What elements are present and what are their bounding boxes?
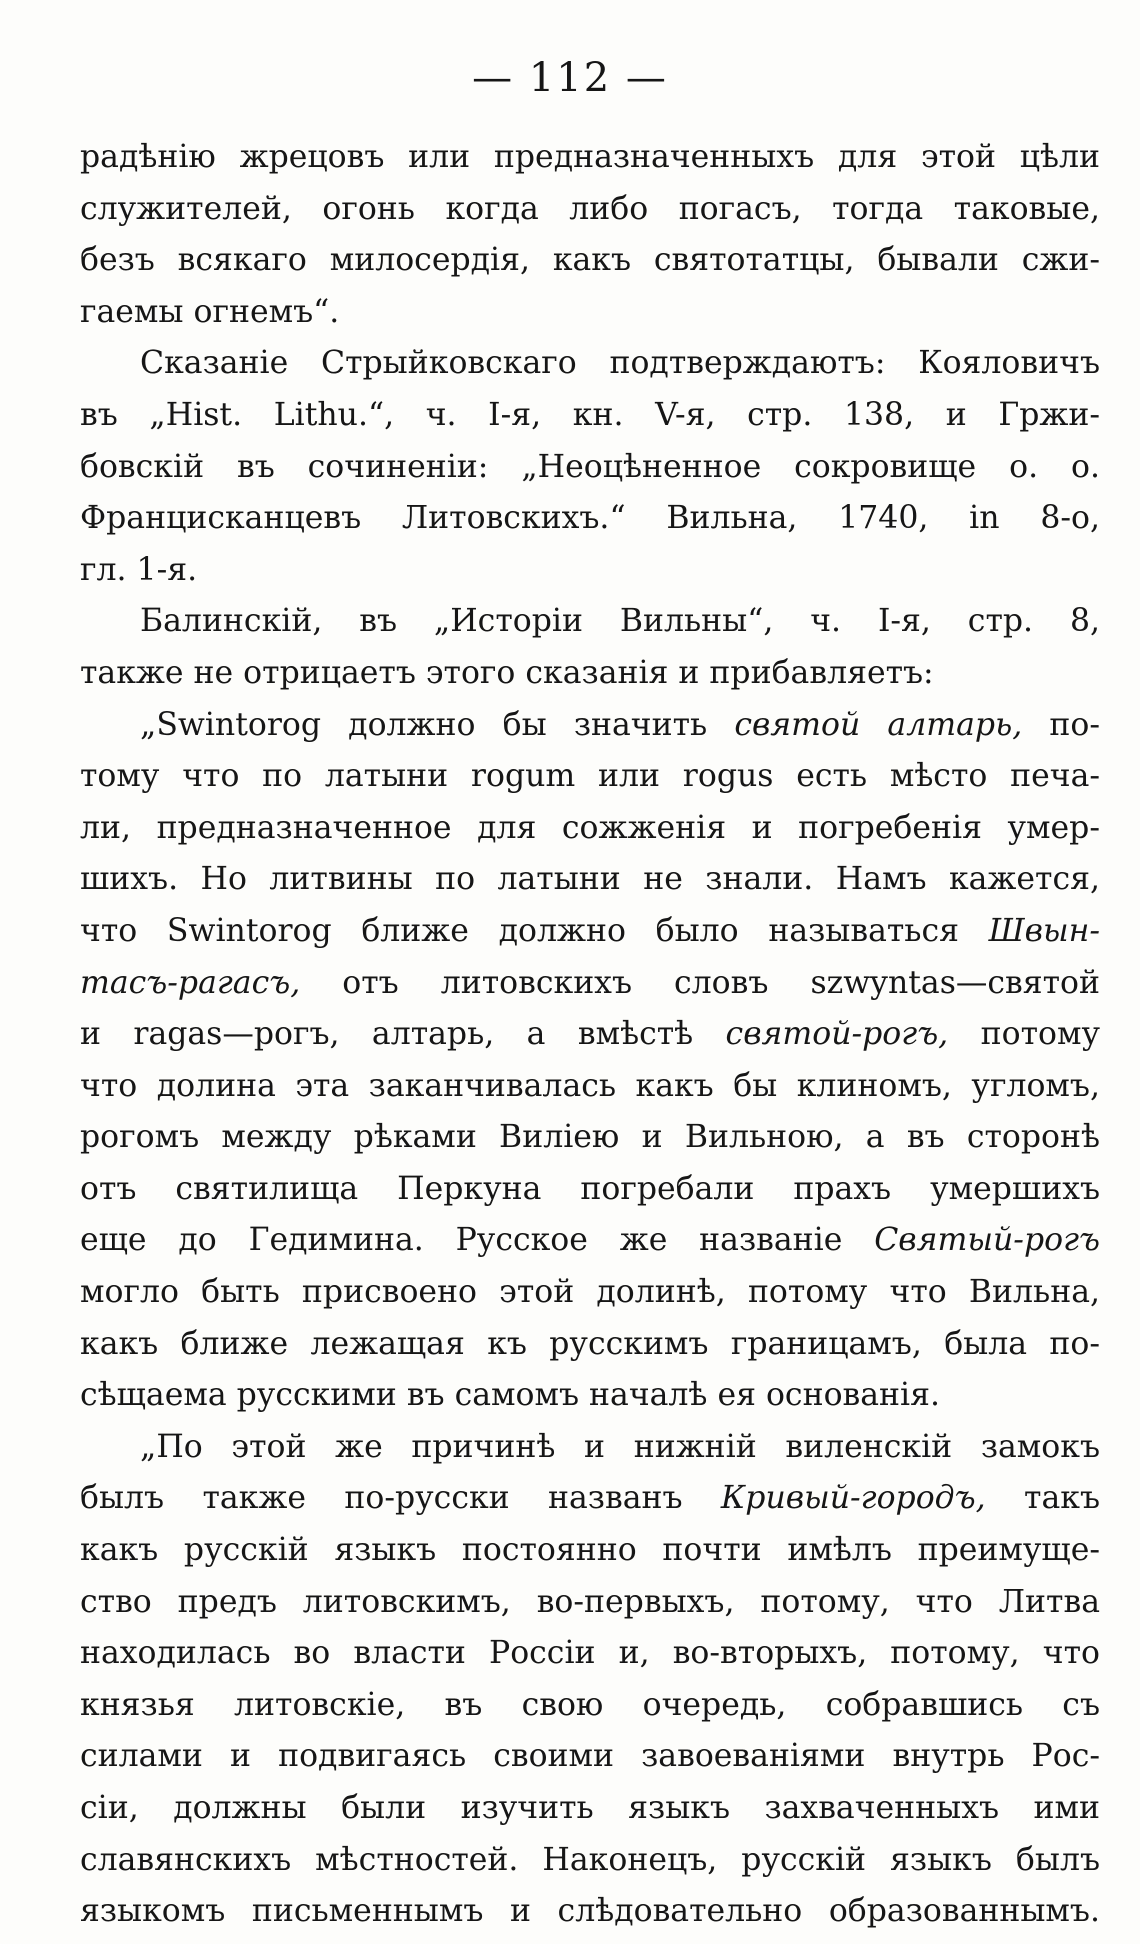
italic-text: святой алтарь, [734, 706, 1023, 743]
text-line [80, 1680, 1100, 1732]
text-segment: Францисканцевъ Литовскихъ.“ Вильна, 1740, in 8-о, [80, 500, 1100, 537]
body-text [80, 132, 1100, 1938]
text-segment: князья литовскіе, въ свою очередь, собравшись съ [80, 1686, 1100, 1723]
text-segment: рогомъ между рѣками Виліею и Вильною, а въ сторонѣ [80, 1119, 1100, 1156]
text-segment: отъ литовскихъ словъ szwyntas—святой [300, 964, 1100, 1001]
text-segment: отъ святилища Перкуна погребали прахъ умершихъ [80, 1170, 1100, 1207]
paragraph [80, 132, 1100, 338]
italic-text: Кривый-городъ, [720, 1480, 986, 1517]
text-line [80, 854, 1100, 906]
text-line [80, 338, 1100, 390]
text-segment: Сказаніе Стрыйковскаго подтверждаютъ: Кояловичъ [140, 345, 1100, 382]
text-segment: шихъ. Но литвины по латыни не знали. Намъ кажется, [80, 861, 1100, 898]
text-line [80, 958, 1100, 1010]
paragraph [80, 700, 1100, 1422]
text-segment: находилась во власти Россіи и, во-вторыхъ, потому, что [80, 1635, 1100, 1672]
text-segment: такъ [985, 1480, 1100, 1517]
text-segment: и ragas—рогъ, алтарь, а вмѣстѣ [80, 1016, 726, 1053]
paragraph [80, 596, 1100, 699]
text-line [80, 1112, 1100, 1164]
text-segment: что долина эта заканчивалась какъ бы клиномъ, угломъ, [80, 1067, 1100, 1104]
text-line [80, 442, 1100, 494]
text-line [80, 1525, 1100, 1577]
italic-text: тасъ-рагасъ, [80, 964, 301, 1001]
text-segment: какъ русскій языкъ постоянно почти имѣлъ преимуще- [80, 1532, 1100, 1569]
text-line [80, 1215, 1100, 1267]
text-line [80, 1577, 1100, 1629]
text-line [80, 1319, 1100, 1371]
text-line [80, 1731, 1100, 1783]
text-segment: въ „Hist. Lithu.“, ч. I-я, кн. V-я, стр. 138, и Гржи- [80, 396, 1100, 433]
text-segment: „Swintorog должно бы значить [140, 706, 735, 743]
text-segment: гаемы огнемъ“. [80, 293, 340, 330]
text-line [80, 1164, 1100, 1216]
text-line [80, 803, 1100, 855]
text-segment: ство предъ литовскимъ, во-первыхъ, потому, что Литва [80, 1583, 1100, 1620]
text-line [80, 1267, 1100, 1319]
text-segment: радѣнію жрецовъ или предназначенныхъ для этой цѣли [80, 139, 1100, 175]
text-segment: сіи, должны были изучить языкъ захваченныхъ ими [80, 1790, 1100, 1826]
text-segment: гл. 1-я. [80, 551, 198, 588]
text-segment: силами и подвигаясь своими завоеваніями внутрь Рос- [80, 1738, 1100, 1775]
text-line [80, 1628, 1100, 1680]
italic-text: святой-рогъ, [725, 1016, 949, 1053]
text-segment: служителей, огонь когда либо погасъ, тогда таковые, [80, 190, 1100, 227]
text-line [80, 648, 1100, 700]
text-segment: безъ всякаго милосердія, какъ святотатцы, бывали сжи- [80, 242, 1100, 279]
text-line [80, 906, 1100, 958]
text-line [80, 1473, 1100, 1525]
text-line [80, 751, 1100, 803]
text-segment: славянскихъ мѣстностей. Наконецъ, русскій языкъ былъ [80, 1841, 1100, 1878]
paragraph [80, 338, 1100, 596]
text-line [80, 1061, 1100, 1113]
text-segment: могло быть присвоено этой долинѣ, потому что Вильна, [80, 1274, 1100, 1311]
italic-text: Святый-рогъ [874, 1222, 1100, 1259]
text-segment: ли, предназначенное для сожженія и погребенія умер- [80, 809, 1100, 846]
text-line [80, 1886, 1100, 1938]
text-line [80, 132, 1100, 184]
text-segment: еще до Гедимина. Русское же названіе [80, 1222, 875, 1259]
paragraph [80, 1422, 1100, 1938]
page-number: — 112 — [472, 55, 668, 101]
text-line [80, 1370, 1100, 1422]
text-segment: также не отрицаетъ этого сказанія и прибавляетъ: [80, 654, 934, 691]
text-segment: былъ также по-русски названъ [80, 1480, 721, 1517]
text-segment: тому что по латыни rogum или rogus есть мѣсто печа- [80, 758, 1100, 795]
italic-text: Швын- [988, 912, 1100, 949]
text-segment: потому [948, 1016, 1100, 1053]
text-line [80, 596, 1100, 648]
text-line [80, 1422, 1100, 1474]
text-line [80, 545, 1100, 597]
text-line [80, 390, 1100, 442]
text-segment: что Swintorog ближе должно было называться [80, 912, 989, 949]
text-line [80, 184, 1100, 236]
text-line [80, 700, 1100, 752]
text-line [80, 1009, 1100, 1061]
text-segment: какъ ближе лежащая къ русскимъ границамъ, была по- [80, 1325, 1100, 1362]
text-line [80, 1835, 1100, 1887]
text-segment: „По этой же причинѣ и нижній виленскій замокъ [140, 1428, 1100, 1465]
text-line [80, 235, 1100, 287]
text-line [80, 493, 1100, 545]
text-segment: сѣщаема русскими въ самомъ началѣ ея основанія. [80, 1377, 941, 1414]
text-segment: Балинскій, въ „Исторіи Вильны“, ч. I-я, стр. 8, [140, 603, 1100, 640]
text-line [80, 1783, 1100, 1835]
text-line [80, 287, 1100, 339]
text-segment: по- [1022, 706, 1101, 743]
text-segment: языкомъ письменнымъ и слѣдовательно образованнымъ. [80, 1893, 1100, 1930]
text-segment: бовскій въ сочиненіи: „Неоцѣненное сокровище о. о. [80, 448, 1100, 485]
